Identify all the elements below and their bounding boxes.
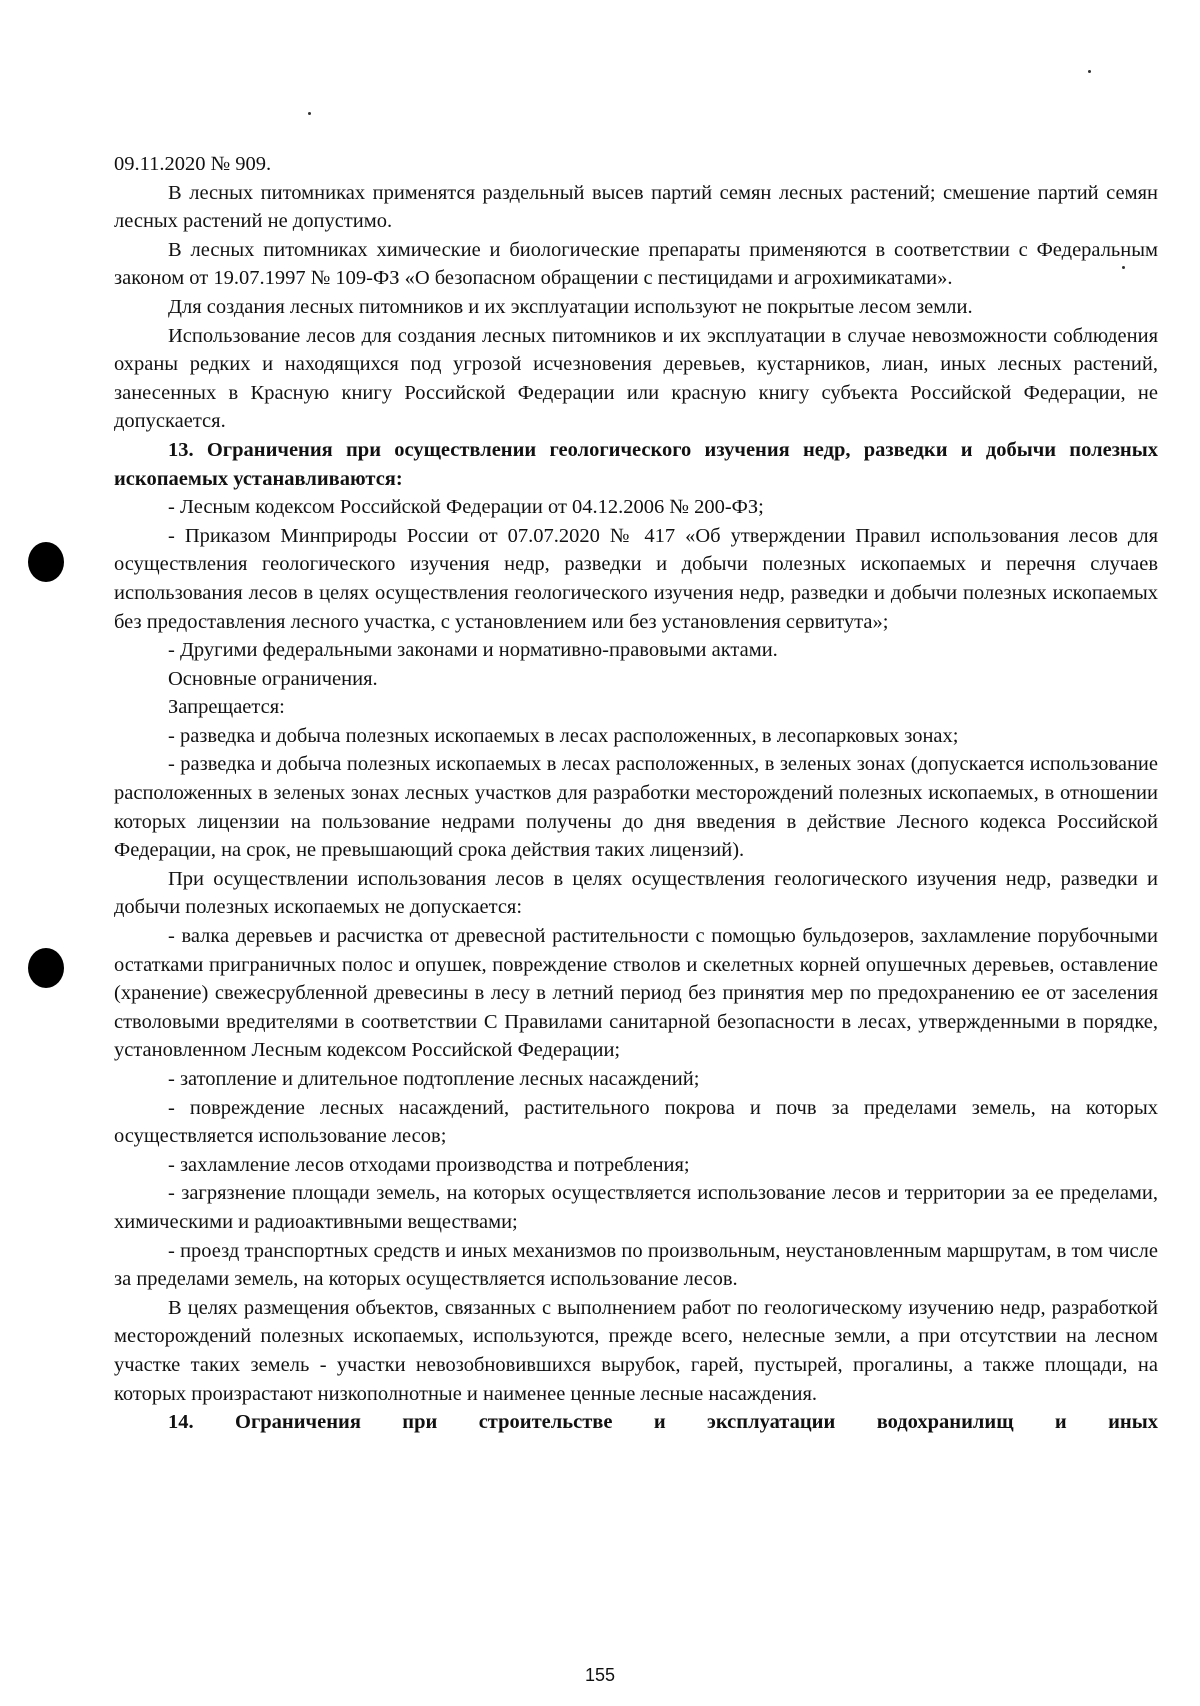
list-item: - Лесным кодексом Российской Федерации от 04.12.2006 № 200-ФЗ;	[168, 496, 764, 519]
page-number: 155	[584, 1665, 616, 1685]
paragraph: Основные ограничения.	[168, 667, 378, 690]
paragraph: Использование лесов для создания лесных питомников и их эксплуатации в случае невозможности соблюдения охраны редких и находящихся под угрозой исчезновения деревьев, кустарников, лиан, иных лесных растений, занесенных в Красную книгу Российской Федерации или красную книгу субъекта Российской Федерации, не допускается.	[114, 324, 1158, 433]
section-heading: 13. Ограничения при осуществлении геологического изучения недр, разведки и добычи полезных ископаемых устанавливаются:	[114, 438, 1158, 490]
scan-speck	[308, 112, 311, 115]
list-item: - затопление и длительное подтопление лесных насаждений;	[168, 1068, 700, 1090]
paragraph: 09.11.2020 № 909.	[114, 153, 272, 175]
list-item: - Другими федеральными законами и нормативно-правовыми актами.	[168, 639, 778, 662]
list-item: - разведка и добыча полезных ископаемых в лесах расположенных, в лесопарковых зонах;	[168, 724, 959, 747]
list-item: - разведка и добыча полезных ископаемых в лесах расположенных, в зеленых зонах (допускается использование расположенных в зеленых зонах лесных участков для разработки месторождений полезных ископаемых, в отношении которых лицензии на пользование недрами получены до дня введения в действие Лесного кодекса Российской Федерации, на срок, не превышающий срока действия таких лицензий).	[114, 753, 1158, 862]
document-body	[114, 150, 1158, 1437]
paragraph: Для создания лесных питомников и их эксплуатации используют не покрытые лесом земли.	[168, 295, 973, 318]
paragraph: При осуществлении использования лесов в целях осуществления геологического изучения недр, разведки и добычи полезных ископаемых не допускается:	[114, 867, 1158, 919]
paragraph: В целях размещения объектов, связанных с выполнением работ по геологическому изучению недр, разработкой месторождений полезных ископаемых, используются, прежде всего, нелесные земли, а при отсутствии на лесном участке таких земель - участки невозобновившихся вырубок, гарей, пустырей, прогалины, а также площади, на которых произрастают низкополнотные и наименее ценные лесные насаждения.	[114, 1296, 1158, 1405]
list-item: - Приказом Минприроды России от 07.07.2020 № 417 «Об утверждении Правил использования лесов для осуществления геологического изучения недр, разведки и добычи полезных ископаемых и перечня случаев использования лесов в целях осуществления геологического изучения недр, разведки и добычи полезных ископаемых без предоставления лесного участка, с установлением или без установления сервитута»;	[114, 524, 1158, 633]
list-item: - загрязнение площади земель, на которых осуществляется использование лесов и территории за ее пределами, химическими и радиоактивными веществами;	[114, 1182, 1158, 1233]
list-item: - захламление лесов отходами производства и потребления;	[168, 1153, 690, 1176]
section-heading: 14. Ограничения при строительстве и эксплуатации водохранилищ и иных	[168, 1411, 1158, 1434]
paragraph: В лесных питомниках применятся раздельный высев партий семян лесных растений; смешение партий семян лесных растений не допустимо.	[114, 181, 1158, 233]
punch-hole-bottom	[28, 948, 64, 988]
list-item: - валка деревьев и расчистка от древесной растительности с помощью бульдозеров, захламление порубочными остатками приграничных полос и опушек, повреждение стволов и скелетных корней опушечных деревьев, оставление (хранение) свежесрубленной древесины в лесу в летний период без принятия мер по предохранению ее от заселения стволовыми вредителями в соответствии С Правилами санитарной безопасности в лесах, утвержденными в порядке, установленном Лесным кодексом Российской Федерации;	[114, 925, 1158, 1062]
list-item: - повреждение лесных насаждений, растительного покрова и почв за пределами земель, на которых осуществляется использование лесов;	[114, 1096, 1158, 1148]
punch-hole-top	[28, 542, 64, 582]
paragraph: Запрещается:	[168, 696, 285, 719]
scan-speck	[1088, 70, 1091, 73]
list-item: - проезд транспортных средств и иных механизмов по произвольным, неустановленным маршрутам, в том числе за пределами земель, на которых осуществляется использование лесов.	[114, 1239, 1158, 1291]
paragraph: В лесных питомниках химические и биологические препараты применяются в соответствии с Федеральным законом от 19.07.1997 № 109-ФЗ «О безопасном обращении с пестицидами и агрохимикатами».	[114, 238, 1158, 290]
